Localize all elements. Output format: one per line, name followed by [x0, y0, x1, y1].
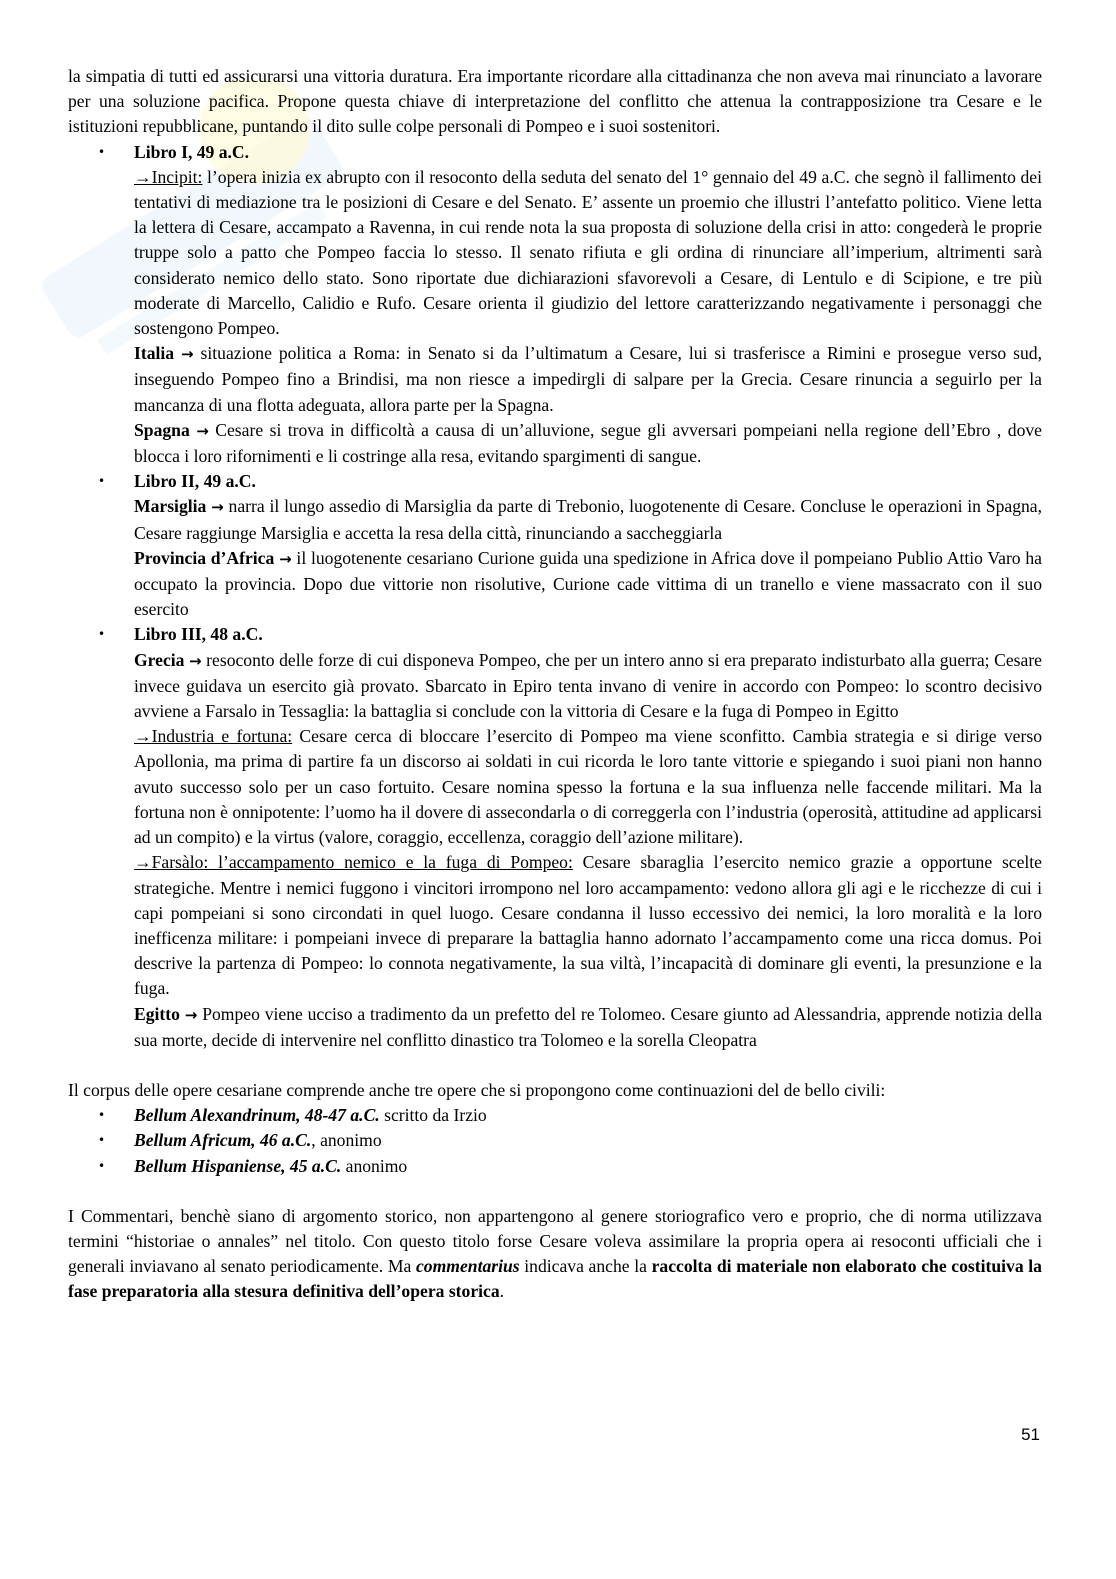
industria-label: Industria e fortuna:	[151, 726, 293, 747]
bellum-rest: anonimo	[341, 1155, 408, 1176]
arrow-icon: →	[211, 498, 224, 517]
corpus-intro-paragraph: Il corpus delle opere cesariane comprende anche tre opere che si propongono come continuazioni del de bello civili:	[68, 1079, 886, 1100]
arrow-icon: →	[134, 166, 152, 187]
africa-text: il luogotenente cesariano Curione guida una spedizione in Africa dove il pompeiano Publio Attio Varo ha occupato la provincia. Dopo due vittorie non risolutive, Curione cade vittima di un tranello e viene massacrato con il suo esercito	[134, 547, 1042, 620]
book-1-title: Libro I, 49 a.C.	[134, 141, 250, 162]
book-3-grecia	[134, 648, 1042, 725]
marsiglia-text: narra il lungo assedio di Marsiglia da parte di Trebonio, luogotenente di Cesare. Concluse le operazioni in Spagna, Cesare raggiunge Marsiglia e accetta la resa della città, rinunciando a saccheggiarla	[134, 496, 1042, 543]
grecia-text: resoconto delle forze di cui disponeva Pompeo, che per un intero anno si era preparato indisturbato alla guerra; Cesare invece guidava un esercito già provato. Sbarcato in Epiro tenta invano di venire in accordo con Pompeo: lo scontro decisivo avviene a Farsalo in Tessaglia: la battaglia si conclude con la vittoria di Cesare e la fuga di Pompeo in Egitto	[134, 649, 1042, 722]
bellum-item	[68, 1154, 1042, 1179]
book-1-spagna	[134, 418, 1042, 469]
book-3-farsalo	[134, 850, 1042, 1001]
bella-list	[68, 1103, 1042, 1179]
book-2-item	[68, 469, 1042, 622]
farsalo-label: Farsàlo: l’accampamento nemico e la fuga di Pompeo:	[151, 852, 573, 873]
commentari-part2: indicava anche la	[519, 1256, 652, 1277]
arrow-icon: →	[196, 421, 209, 440]
spagna-label: Spagna	[134, 419, 190, 440]
intro-paragraph: la simpatia di tutti ed assicurarsi una vittoria duratura. Era importante ricordare alla cittadinanza che non aveva mai rinunciato a lavorare per una soluzione pacifica. Propone questa chiave di interpretazione del conflitto che attenua la contrapposizione tra Cesare e le istituzioni repubblicane, puntando il dito sulle colpe personali di Pompeo e i suoi sostenitori.	[68, 66, 1042, 137]
italia-text: situazione politica a Roma: in Senato si da l’ultimatum a Cesare, lui si trasferisce a Rimini e prosegue verso sud, inseguendo Pompeo fino a Brindisi, ma non riesce a impedirgli di salpare per la Grecia. Cesare rinuncia a seguirlo per la mancanza di una flotta adeguata, allora parte per la Spagna.	[134, 343, 1042, 415]
book-3-item	[68, 622, 1042, 1052]
bullet-icon: •	[98, 1108, 106, 1123]
spacer	[68, 1179, 1042, 1204]
commentarius-term: commentarius	[416, 1256, 520, 1277]
industria-text: Cesare cerca di bloccare l’esercito di Pompeo ma viene sconfitto. Cambia strategia e si dirige verso Apollonia, ma prima di partire fa un discorso ai soldati in cui ricorda le loro tante vittorie e spiegando i suoi piani non hanno avuto successo solo per un caso fortuito. Cesare nomina spesso la fortuna e la sua influenza nelle faccende militari. Ma la fortuna non è onnipotente: l’uomo ha il dovere di assecondarla o di correggerla con l’industria (operosità, attitudine ad applicarsi ad un compito) e la virtus (valore, coraggio, eccellenza, coraggio dell’azione militare).	[134, 726, 1042, 848]
bellum-rest: , anonimo	[311, 1130, 382, 1151]
incipit-text: l’opera inizia ex abrupto con il resoconto della seduta del senato del 1° gennaio del 49 a.C. che segnò il fallimento dei tentativi di mediazione tra le posizioni di Cesare e del Senato. E’ assente un proemio che illustri l’antefatto politico. Viene letta la lettera di Cesare, accampato a Ravenna, in cui rende nota la sua proposta di soluzione della crisi in atto: congederà le proprie truppe solo a patto che Pompeo faccia lo stesso. Il senato rifiuta e gli ordina di rinunciare all’imperium, altrimenti sarà considerato nemico dello stato. Sono riportate due dichiarazioni sfavorevoli a Cesare, di Lentulo e di Scipione, e tre più moderate di Marcello, Calidio e Rufo. Cesare orienta il giudizio del lettore caratterizzando negativamente i personaggi che sostengono Pompeo.	[134, 166, 1042, 339]
book-2-marsiglia	[134, 494, 1042, 545]
spagna-text: Cesare si trova in difficoltà a causa di un’alluvione, segue gli avversari pompeiani nella regione dell’Ebro , dove blocca i loro rifornimenti e li costringe alla resa, evitando spargimenti di sangue.	[134, 419, 1042, 467]
book-2-title: Libro II, 49 a.C.	[134, 471, 256, 492]
book-3-egitto	[134, 1002, 1042, 1053]
grecia-label: Grecia	[134, 649, 185, 670]
commentari-bold-text: raccolta di materiale non elaborato che costituiva la fase preparatoria alla stesura definitiva dell’opera storica	[68, 1256, 1042, 1302]
bullet-icon: •	[98, 1133, 106, 1148]
bellum-title: Bellum Alexandrinum, 48-47 a.C.	[134, 1105, 380, 1126]
book-1-item	[68, 140, 1042, 470]
arrow-icon: →	[181, 345, 194, 364]
book-1-incipit	[134, 165, 1042, 341]
bellum-rest: scritto da Irzio	[379, 1105, 487, 1126]
arrow-icon: →	[134, 852, 152, 873]
bellum-item	[68, 1128, 1042, 1153]
book-1-italia	[134, 341, 1042, 418]
egitto-label: Egitto	[134, 1003, 180, 1024]
bullet-icon: •	[98, 474, 106, 489]
incipit-label: Incipit:	[151, 166, 203, 187]
commentari-paragraph	[68, 1204, 1042, 1305]
page-number: 51	[1021, 1425, 1040, 1444]
africa-label: Provincia d’Africa	[134, 547, 275, 568]
commentari-part1: I Commentari, benchè siano di argomento storico, non appartengono al genere storiografico vero e proprio, che di norma utilizzava termini “historiae o annales” nel titolo. Con questo titolo forse Cesare voleva assimilare la propria opera ai resoconti ufficiali che i generali inviavano al senato periodicamente. Ma	[68, 1205, 1042, 1277]
bellum-title: Bellum Hispaniense, 45 a.C.	[134, 1155, 342, 1176]
commentari-end: .	[499, 1281, 505, 1302]
italia-label: Italia	[134, 343, 175, 364]
egitto-text: Pompeo viene ucciso a tradimento da un prefetto del re Tolomeo. Cesare giunto ad Alessandria, apprende notizia della sua morte, decide di intervenire nel conflitto dinastico tra Tolomeo e la sorella Cleopatra	[134, 1003, 1043, 1050]
farsalo-text: Cesare sbaraglia l’esercito nemico grazie a opportune scelte strategiche. Mentre i nemici fuggono i vincitori irrompono nel loro accampamento: vedono allora gli agi e le ricchezze di cui i capi pompeiani si sono circondati in quel luogo. Cesare condanna il lusso eccessivo dei nemici, la loro moralità e la loro inefficenza militare: i pompeiani invece di preparare la battaglia hanno adornato l’accampamento come una ricca domus. Poi descrive la partenza di Pompeo: lo connota negativamente, la sua viltà, l’incapacità di dominare gli eventi, la presunzione e la fuga.	[134, 852, 1042, 999]
bellum-title: Bellum Africum, 46 a.C.	[134, 1130, 312, 1151]
bellum-item	[68, 1103, 1042, 1128]
bullet-icon: •	[98, 144, 106, 159]
bullet-icon: •	[98, 1158, 106, 1173]
bullet-icon: •	[98, 627, 106, 642]
book-2-africa	[134, 546, 1042, 623]
marsiglia-label: Marsiglia	[134, 496, 207, 517]
book-3-industria	[134, 724, 1042, 850]
arrow-icon: →	[134, 726, 152, 747]
book-3-title: Libro III, 48 a.C.	[134, 624, 263, 645]
books-list	[68, 140, 1042, 1053]
arrow-icon: →	[189, 651, 202, 670]
spacer	[68, 1053, 1042, 1078]
arrow-icon: →	[279, 549, 292, 568]
arrow-icon: →	[184, 1005, 198, 1024]
